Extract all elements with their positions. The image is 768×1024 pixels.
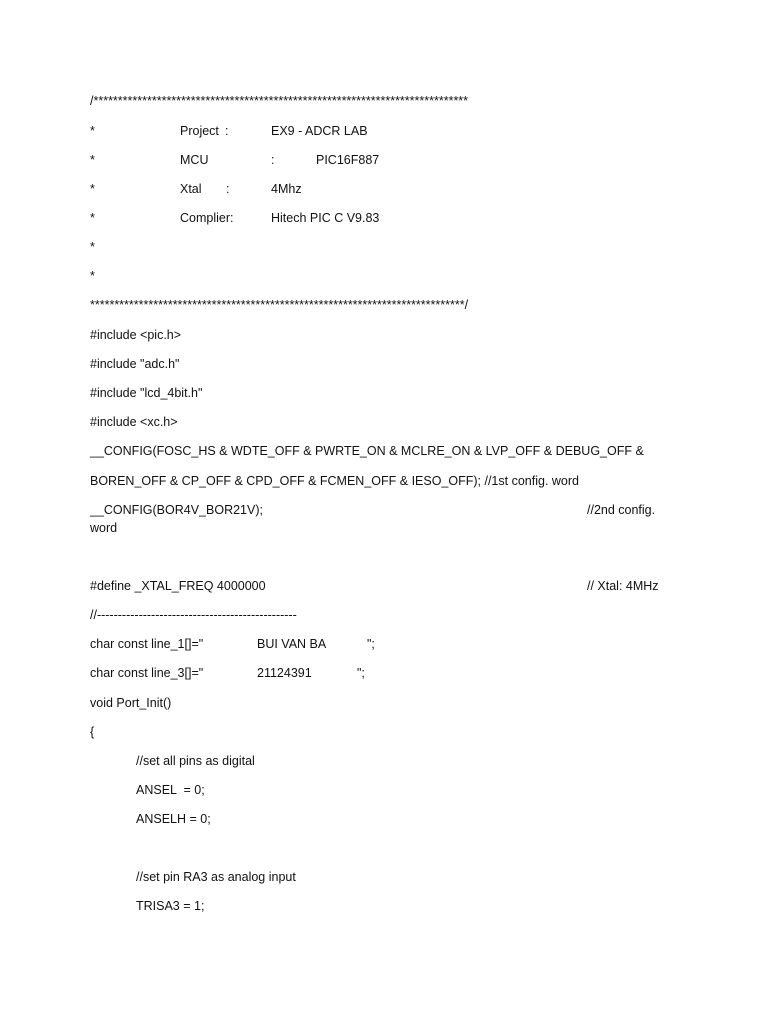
- header-value-mcu: PIC16F887: [316, 153, 380, 167]
- string-end: ";: [357, 666, 365, 680]
- header-label-compiler: Complier:: [180, 211, 234, 225]
- header-label-xtal: Xtal: [180, 182, 202, 196]
- header-label-mcu: MCU: [180, 153, 209, 167]
- header-top-border: /*****************************************************************************: [90, 94, 469, 108]
- header-value-project: EX9 - ADCR LAB: [271, 124, 368, 138]
- header-star: *: [90, 124, 95, 138]
- config-line-3: __CONFIG(BOR4V_BOR21V);: [90, 503, 263, 517]
- code-line: ANSEL = 0;: [136, 783, 205, 797]
- header-star: *: [90, 211, 95, 225]
- header-value-xtal: 4Mhz: [271, 182, 302, 196]
- header-star: *: [90, 182, 95, 196]
- define-comment: // Xtal: 4MHz: [587, 579, 659, 593]
- code-comment: //set pin RA3 as analog input: [136, 870, 296, 884]
- header-colon: :: [226, 182, 230, 196]
- header-star: *: [90, 269, 95, 283]
- code-comment: //set all pins as digital: [136, 754, 255, 768]
- string-text: 21124391: [257, 666, 312, 680]
- config-line-2: BOREN_OFF & CP_OFF & CPD_OFF & FCMEN_OFF & IESO_OFF); //1st config. word: [90, 474, 579, 488]
- code-line: ANSELH = 0;: [136, 812, 211, 826]
- code-line: TRISA3 = 1;: [136, 899, 205, 913]
- config-line-1: __CONFIG(FOSC_HS & WDTE_OFF & PWRTE_ON & MCLRE_ON & LVP_OFF & DEBUG_OFF &: [90, 444, 644, 458]
- string-decl: char const line_3[]=": [90, 666, 204, 680]
- define-line: #define _XTAL_FREQ 4000000: [90, 579, 266, 593]
- header-star: *: [90, 240, 95, 254]
- header-colon: :: [271, 153, 275, 167]
- header-value-compiler: Hitech PIC C V9.83: [271, 211, 380, 225]
- include-line: #include "lcd_4bit.h": [90, 386, 203, 400]
- header-colon: :: [225, 124, 229, 138]
- string-end: ";: [367, 637, 375, 651]
- include-line: #include "adc.h": [90, 357, 180, 371]
- separator-comment: //------------------------------------------------: [90, 608, 297, 622]
- string-decl: char const line_1[]=": [90, 637, 204, 651]
- header-bottom-border: *****************************************************************************/: [90, 298, 469, 312]
- config-line-3-wrap: word: [90, 521, 118, 535]
- config-line-3-comment: //2nd config.: [587, 503, 656, 517]
- string-text: BUI VAN BA: [257, 637, 327, 651]
- open-brace: {: [90, 725, 95, 739]
- header-label-project: Project: [180, 124, 219, 138]
- include-line: #include <xc.h>: [90, 415, 178, 429]
- header-star: *: [90, 153, 95, 167]
- include-line: #include <pic.h>: [90, 328, 182, 342]
- function-signature: void Port_Init(): [90, 696, 172, 710]
